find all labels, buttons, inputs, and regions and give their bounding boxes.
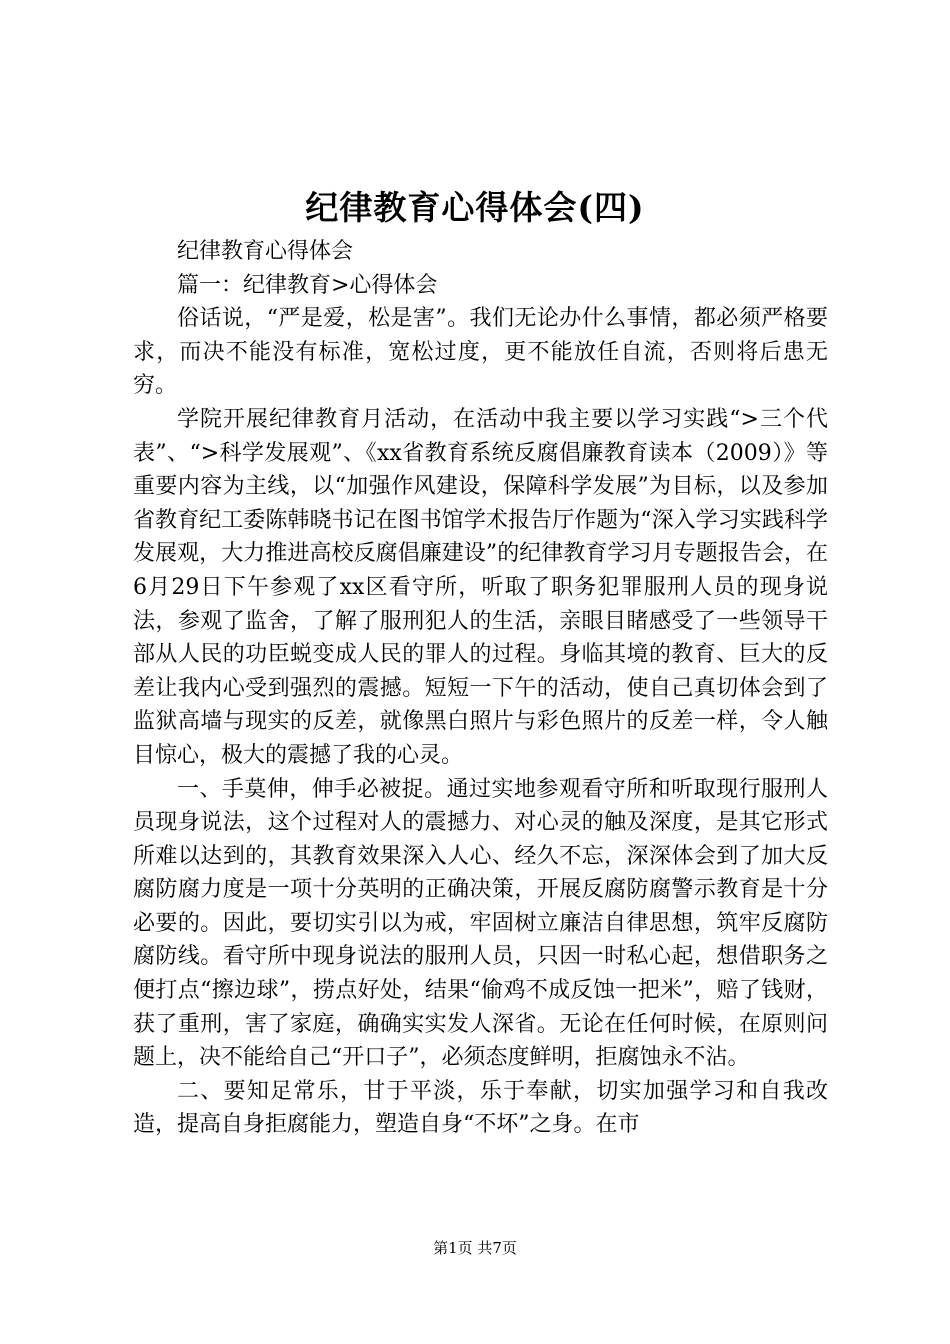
paragraph: 二、要知足常乐，甘于平淡，乐于奉献，切实加强学习和自我改造，提高自身拒腐能力，塑造自身“不坏”之身。在市 bbox=[133, 1078, 828, 1138]
page-number-footer: 第1页 共7页 bbox=[433, 1239, 517, 1257]
paragraph-section-heading: 篇一：纪律教育>心得体会 bbox=[177, 272, 438, 298]
paragraph-subtitle: 纪律教育心得体会 bbox=[177, 239, 354, 264]
document-title: 纪律教育心得体会(四) bbox=[305, 188, 645, 227]
paragraph: 学院开展纪律教育月活动，在活动中我主要以学习实践“>三个代表”、“>科学发展观”、《xx省教育系统反腐倡廉教育读本（2009）》等重要内容为主线，以“加强作风建设，保障科学发展”为目标，以及参加省教育纪工委陈韩晓书记在图书馆学术报告厅作题为“深入学习实践科学发展观，大力推进高校反腐倡廉建设”的纪律教育学习月专题报告会，在6月29日下午参观了xx区看守所，听取了职务犯罪服刑人员的现身说法，参观了监舍，了解了服刑犯人的生活，亲眼目睹感受了一些领导干部从人民的功臣蜕变成人民的罪人的过程。身临其境的教育、巨大的反差让我内心受到强烈的震撼。短短一下午的活动，使自己真切体会到了监狱高墙与现实的反差，就像黑白照片与彩色照片的反差一样，令人触目惊心，极大的震撼了我的心灵。 bbox=[133, 406, 828, 768]
paragraph: 俗话说，“严是爱，松是害”。我们无论办什么事情，都必须严格要求，而决不能没有标准，宽松过度，更不能放任自流，否则将后患无穷。 bbox=[133, 306, 828, 399]
document-body bbox=[133, 235, 828, 1142]
paragraph: 一、手莫伸，伸手必被捉。通过实地参观看守所和听取现行服刑人员现身说法，这个过程对人的震撼力、对心灵的触及深度，是其它形式所难以达到的，其教育效果深入人心、经久不忘，深深体会到了加大反腐防腐力度是一项十分英明的正确决策，开展反腐防腐警示教育是十分必要的。因此，要切实引以为戒，牢固树立廉洁自律思想，筑牢反腐防腐防线。看守所中现身说法的服刑人员，只因一时私心起，想借职务之便打点“擦边球”，捞点好处，结果“偷鸡不成反蚀一把米”，赔了钱财，获了重刑，害了家庭，确确实实发人深省。无论在任何时候，在原则问题上，决不能给自己“开口子”，必须态度鲜明，拒腐蚀永不沾。 bbox=[133, 776, 828, 1071]
